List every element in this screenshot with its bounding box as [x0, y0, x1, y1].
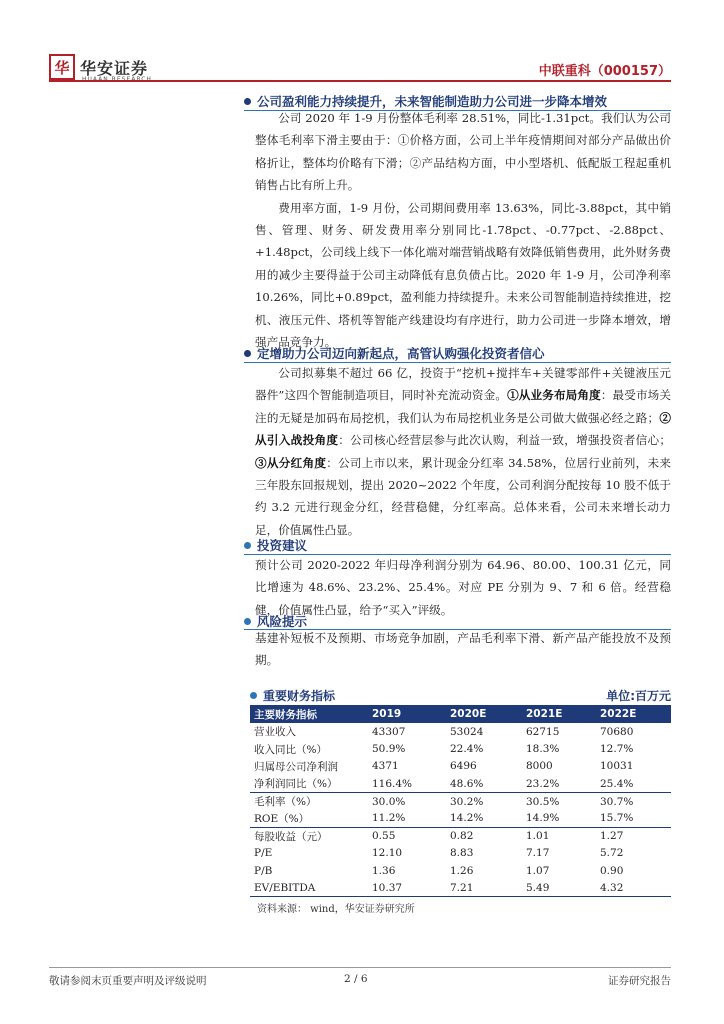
bullet-icon — [250, 692, 257, 699]
emphasis-business-layout: ①从业务布局角度 — [507, 388, 601, 403]
header-divider — [49, 80, 671, 82]
table-cell: 7.21 — [446, 880, 522, 897]
emphasis-strategic-investor: ②从引入战投角度 — [255, 410, 671, 448]
table-row — [250, 827, 671, 844]
bullet-icon — [244, 98, 251, 105]
table-cell: 23.2% — [526, 777, 560, 790]
table-cell: 14.9% — [526, 812, 560, 825]
table-row — [250, 740, 671, 757]
table-cell: 53024 — [450, 725, 484, 738]
table-cell: 70680 — [600, 725, 634, 738]
section-body-profitability — [255, 107, 671, 353]
emphasis-dividend: ③从分红角度 — [255, 455, 327, 470]
table-title — [250, 687, 335, 704]
page-number: 2 / 6 — [344, 973, 368, 985]
table-cell: 5.72 — [600, 847, 624, 860]
footer-disclaimer: 敬请参阅末页重要声明及评级说明 — [49, 975, 207, 987]
document-title: 中联重科（000157） — [538, 64, 671, 79]
table-cell: 14.2% — [450, 812, 484, 825]
table-cell: 30.5% — [522, 793, 596, 810]
table-cell: 10.37 — [368, 880, 446, 897]
text-run: ：公司核心经营层参与此次认购，利益一致，增强投资者信心； — [338, 433, 671, 448]
table-header-row — [250, 705, 671, 723]
section-title: 定增助力公司迈向新起点，高管认购强化投资者信心 — [257, 346, 545, 361]
table-cell: 0.55 — [368, 827, 446, 844]
table-cell: 6496 — [450, 760, 477, 773]
table-cell: 1.36 — [372, 864, 396, 877]
footer-divider — [49, 967, 671, 968]
logo-mark: 华 — [54, 58, 70, 77]
table-row — [250, 723, 671, 740]
table-unit: 单位:百万元 — [606, 689, 671, 703]
table-cell: EV/EBITDA — [250, 880, 368, 897]
table-cell: 11.2% — [372, 812, 406, 825]
table-cell: 4371 — [372, 760, 399, 773]
table-cell: ROE（%） — [254, 812, 310, 825]
table-cell: 每股收益（元） — [250, 827, 368, 844]
table-row — [250, 862, 671, 879]
section-body-placement — [255, 362, 671, 541]
table-cell: 50.9% — [372, 743, 406, 756]
text-run: ：最受市场关注的无疑是加码布局挖机，我们认为布局挖机业务是公司做大做强必经之路； — [255, 388, 671, 425]
column-header: 2022E — [600, 708, 637, 720]
column-header: 2020E — [450, 708, 487, 720]
table-cell: 12.10 — [372, 847, 403, 860]
section-heading-investment-advice — [244, 536, 307, 554]
section-title: 风险提示 — [257, 614, 308, 629]
table-cell: P/B — [254, 864, 273, 877]
table-cell: 30.7% — [596, 793, 671, 810]
column-header: 2021E — [526, 708, 563, 720]
section-body-risk — [255, 627, 671, 672]
table-row — [250, 810, 671, 827]
company-logo-icon — [49, 54, 75, 80]
table-cell: 22.4% — [450, 743, 484, 756]
table-cell: 收入同比（%） — [254, 743, 327, 756]
table-cell: 15.7% — [600, 812, 634, 825]
table-row — [250, 793, 671, 810]
table-cell: 净利润同比（%） — [254, 778, 338, 791]
table-cell: 0.82 — [446, 827, 522, 844]
table-cell: 30.2% — [446, 793, 522, 810]
table-cell: 营业收入 — [254, 726, 296, 739]
logo-text: 华安证券 — [80, 59, 149, 78]
table-cell: 43307 — [372, 725, 406, 738]
table-cell: 1.26 — [450, 864, 474, 877]
table-cell: 1.07 — [526, 864, 550, 877]
section-heading-placement — [244, 344, 545, 362]
paragraph: 费用率方面，1-9 月份，公司期间费用率 13.63%，同比-3.88pct，其中销售、管理、财务、研发费用率分别同比-1.78pct、-0.77pct、-2.88pct、+1.48pct，公司线上线下一体化端对端营销战略有效降低销售费用，此外财务费用的减少主要得益于公司主动降低有息负债占比。2020 年 1-9 月，公司净利率 10.26%，同比+0.89pct，盈利能力持续提升。未来公司智能制造持续推进，挖机、液压元件、塔机等智能产线建设均有序进行，助力公司进一步降本增效，增强产品竞争力。 — [255, 200, 671, 350]
table-cell: 7.17 — [526, 847, 550, 860]
table-cell: 18.3% — [526, 743, 560, 756]
table-cell: 归属母公司净利润 — [254, 760, 338, 773]
footer-report-type: 证券研究报告 — [608, 975, 671, 987]
table-cell: 8.83 — [450, 847, 474, 860]
paragraph: 预计公司 2020-2022 年归母净利润分别为 64.96、80.00、100.31 亿元，同比增速为 48.6%、23.2%、25.4%。对应 PE 分别为 9、7 和 6 倍。经营稳健，价值属性凸显，给予“买入”评级。 — [255, 558, 671, 617]
table-row — [250, 775, 671, 792]
bullet-icon — [244, 350, 251, 357]
table-title-text: 重要财务指标 — [263, 689, 336, 703]
table-row — [250, 758, 671, 775]
table-cell: 116.4% — [372, 777, 413, 790]
table-row — [250, 880, 671, 897]
paragraph: 公司 2020 年 1-9 月份整体毛利率 28.51%，同比-1.31pct。我们认为公司整体毛利率下滑主要由于：①价格方面，公司上半年疫情期间对部分产品做出价格折让，整体均价略有下滑；②产品结构方面，中小型塔机、低配版工程起重机销售占比有所上升。 — [255, 111, 671, 193]
page-header — [0, 0, 724, 90]
table-cell: 48.6% — [450, 777, 484, 790]
table-cell: 10031 — [600, 760, 634, 773]
table-cell: 25.4% — [600, 777, 634, 790]
section-body-investment-advice — [255, 554, 671, 621]
text-run: 公司拟募集不超过 66 亿，投资于“挖机+搅拌车+关键零部件+关键液压元器件”这四个智能制造项目，同时补充流动资金。 — [255, 366, 671, 403]
column-header: 2019 — [372, 708, 402, 720]
paragraph: 基建补短板不及预期、市场竞争加剧，产品毛利率下滑、新产品产能投放不及预期。 — [255, 631, 671, 668]
table-cell: 毛利率（%） — [250, 793, 368, 810]
financial-indicators-table — [250, 705, 671, 897]
table-cell: 5.49 — [522, 880, 596, 897]
table-row — [250, 845, 671, 862]
bullet-icon — [244, 542, 251, 549]
table-cell: 0.90 — [600, 864, 624, 877]
text-run: ：公司上市以来，累计现金分红率 34.58%，位居行业前列，未来三年股东回报规划，提出 2020~2022 个年度，公司利润分配按每 10 股不低于约 3.2 元进行现金分红，经营稳健，分红率高。总体来看，公司未来增长动力足，价值属性凸显。 — [255, 455, 671, 537]
bullet-icon — [244, 618, 251, 625]
table-cell: 8000 — [526, 760, 553, 773]
table-cell: 12.7% — [600, 743, 634, 756]
table-cell: P/E — [254, 847, 273, 860]
section-title: 投资建议 — [257, 538, 308, 553]
table-cell: 1.27 — [596, 827, 671, 844]
table-cell: 30.0% — [368, 793, 446, 810]
table-cell: 4.32 — [596, 880, 671, 897]
section-title: 公司盈利能力持续提升，未来智能制造助力公司进一步降本增效 — [257, 94, 608, 109]
table-cell: 1.01 — [522, 827, 596, 844]
table-cell: 62715 — [526, 725, 560, 738]
column-header: 主要财务指标 — [254, 708, 317, 721]
paragraph — [255, 362, 671, 541]
table-source-note: 资料来源： wind，华安证券研究所 — [257, 904, 415, 915]
